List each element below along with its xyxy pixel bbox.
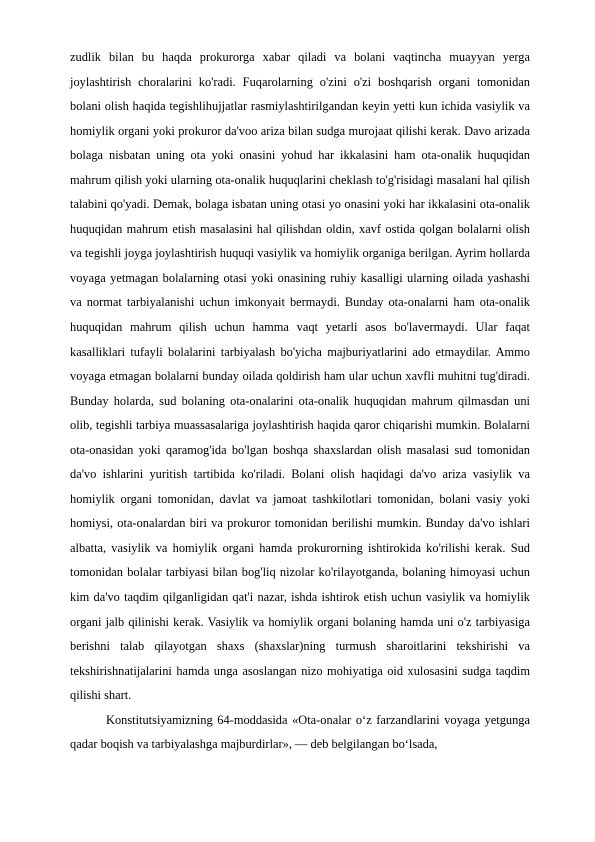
document-page	[70, 45, 530, 757]
body-paragraph-2: Konstitutsiyamizning 64-moddasida «Ota-onalar o‘z farzandlarini voyaga yetgunga qadar boqish va tarbiyalashga majburdirlar», — deb belgilangan bo‘lsada,	[70, 712, 530, 752]
body-paragraph-1: zudlik bilan bu haqda prokurorga xabar qiladi va bolani vaqtincha muayyan yerga joylashtirish choralarini ko'radi. Fuqarolarning o'zini o'zi boshqarish organi tomonidan bolani olish haqida tegishlihujjatlar rasmiylashtirilgandan keyin yetti kun ichida vasiylik va homiylik organi yoki prokuror da'voo ariza bilan sudga murojaat qilishi kerak. Davo arizada bolaga nisbatan uning ota yoki onasini yohud har ikkalasini ham ota-onalik huquqidan mahrum qilish yoki ularning ota-onalik huquqlarini cheklash to'g'risidagi masalani hal qilish talabini qo'yadi. Demak, bolaga isbatan uning otasi yo onasini yoki har ikkalasini ota-onalik huquqidan mahrum etish masalasini hal qilishdan oldin, xavf ostida qolgan bolalarni olish va tegishli joyga joylashtirish huquqi vasiylik va homiylik organiga berilgan. Ayrim hollarda voyaga yetmagan bolalarning otasi yoki onasining ruhiy kasalligi ularning oilada yashashi va normat tarbiyalanishi uchun imkonyait bermaydi. Bunday ota-onalarni ham ota-onalik huquqidan mahrum qilish uchun hamma vaqt yetarli asos bo'lavermaydi. Ular faqat kasalliklari tufayli bolalarini tarbiyalash bo'yicha majburiyatlarini ado etmaydilar. Ammo voyaga etmagan bolalarni bunday oilada qoldirish ham ular uchun xavfli muhitni tug'diradi. Bunday holarda, sud bolaning ota-onalarini ota-onalik huquqidan mahrum qilmasdan uni olib, tegishli tarbiya muassasalariga joylashtirish haqida qaror chiqarishi mumkin. Bolalarni ota-onasidan yoki qaramog'ida bo'lgan boshqa shaxslardan olish masalasi sud tomonidan da'vo ishlarini yuritish tartibida ko'riladi. Bolani olish haqidagi da'vo ariza vasiylik va homiylik organi tomonidan, davlat va jamoat tashkilotlari tomonidan, bolani vasiy yoki homiysi, ota-onalardan biri va prokuror tomonidan berilishi mumkin. Bunday da'vo ishlari albatta, vasiylik va homiylik organi hamda prokurorning ishtirokida ko'rilishi kerak. Sud tomonidan bolalar tarbiyasi bilan bog'liq nizolar ko'rilayotganda, bolaning himoyasi uchun kim da'vo taqdim qilganligidan qat'i nazar, ishda ishtirok etish uchun vasiylik va homiylik organi jalb qilinishi kerak. Vasiylik va homiylik organi bolaning hamda uni o'z tarbiyasiga berishni talab qilayotgan shaxs (shaxslar)ning turmush sharoitlarini tekshirishi va tekshirishnatijalarini hamda unga asoslangan nizo mohiyatiga oid xulosasini sudga taqdim qilishi shart.	[70, 50, 530, 703]
